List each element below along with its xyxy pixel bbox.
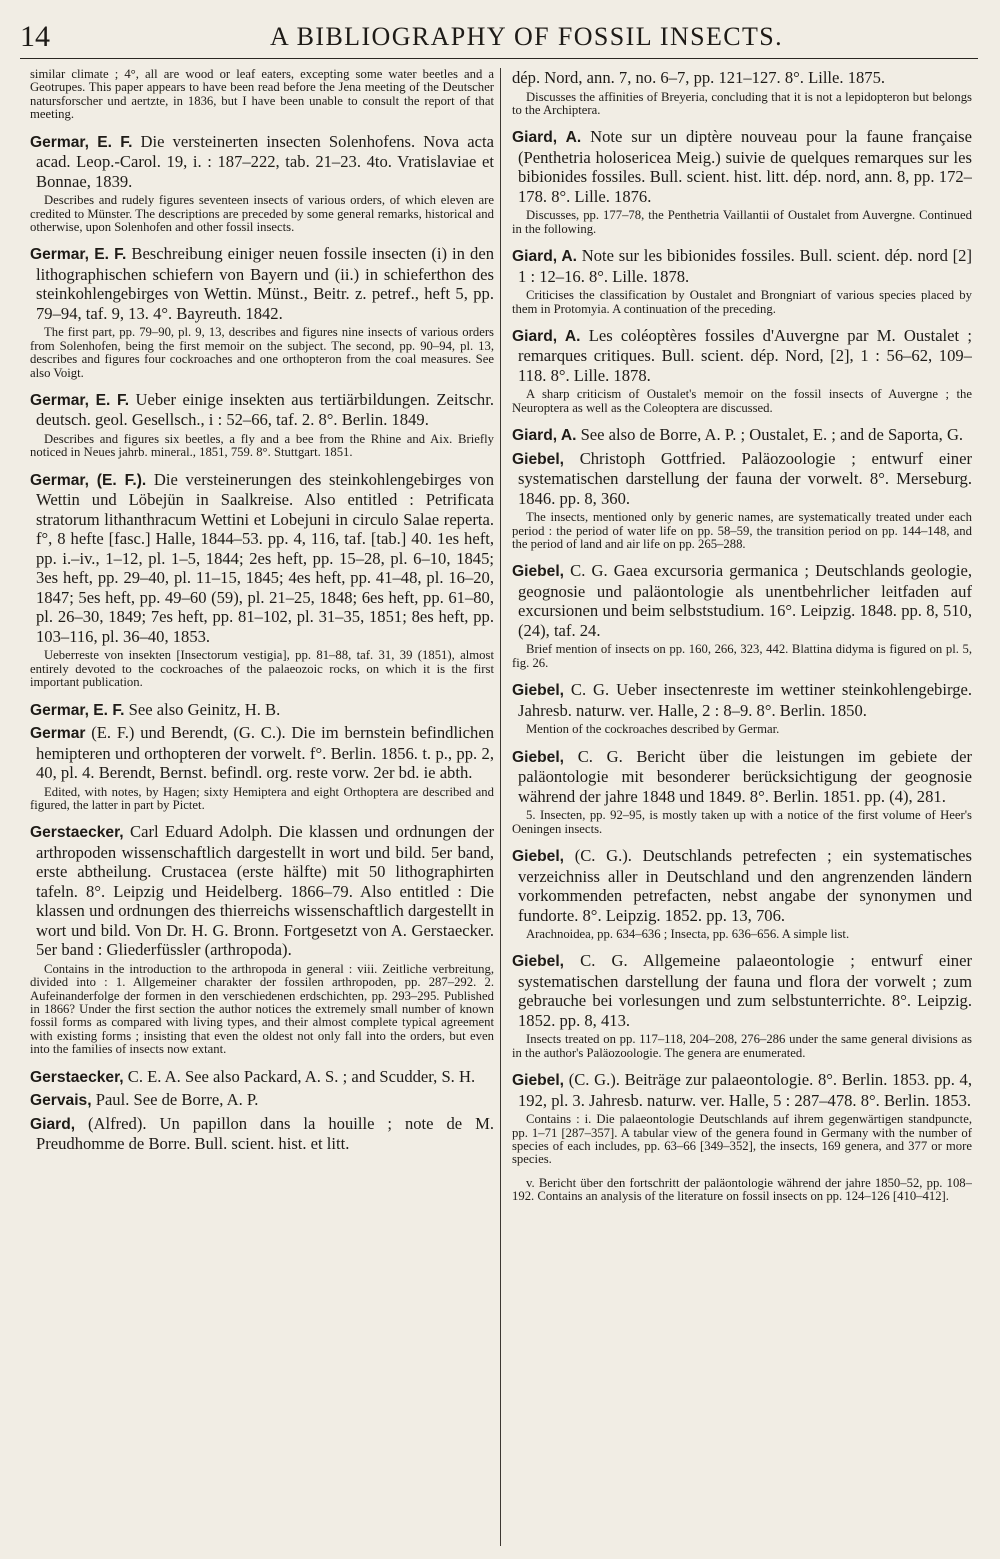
bibliography-entry [512, 127, 972, 206]
entry-annotation: Discusses, pp. 177–78, the Penthetria Vaillantii of Oustalet from Auvergne. Continued in the following. [512, 208, 972, 236]
entry-annotation: The first part, pp. 79–90, pl. 9, 13, describes and figures nine insects of various orders from Solenhofen, being the first memoir on the subject. The second, pp. 90–94, pl. 13, describes and figures four cockroaches and one orthopteron from the coal measures. See also Voigt. [30, 325, 494, 380]
entry-citation: C. G. Ueber insectenreste im wettiner steinkohlengebirge. Jahresb. naturw. ver. Halle, 2 : 8–9. 8°. Berlin. 1850. [518, 680, 972, 720]
entry-citation: (E. F.) und Berendt, (G. C.). Die im bernstein befindlichen hemipteren und orthopteren der vorwelt. f°. Berlin. 1856. t. p., pp. 2, 40, pl. 4. Berendt, Bernst. befindl. org. reste vorw. 2er bd. ie abth. [36, 723, 494, 782]
entry-citation: Note sur un diptère nouveau pour la faune française (Penthetria holosericea Meig.) suivie de quelques remarques sur les bibionides fossiles. Bull. scient. hist. litt. dép. nord, ann. 8, pp. 172–178. 8°. Lille. 1876. [518, 127, 972, 206]
bibliography-entry [512, 68, 972, 88]
entry-citation: Ueber einige insekten aus tertiärbildungen. Zeitschr. deutsch. geol. Gesellsch., i : 52–66, taf. 2. 8°. Berlin. 1849. [36, 389, 494, 430]
entry-author: Germar, (E. F.). [30, 471, 147, 489]
entry-author: Giard, A. [512, 327, 581, 345]
entry-annotation: A sharp criticism of Oustalet's memoir on the fossil insects of Auvergne ; the Neuroptera as well as the Coleoptera are discussed. [512, 387, 972, 415]
entry-citation: Note sur les bibionides fossiles. Bull. scient. dép. nord [2] 1 : 12–16. 8°. Lille. 1878. [518, 246, 972, 286]
entry-annotation: Discusses the affinities of Breyeria, concluding that it is not a lepidopteron but belongs to the Archiptera. [512, 89, 972, 117]
running-title: A BIBLIOGRAPHY OF FOSSIL INSECTS. [270, 22, 784, 51]
bibliography-entry [512, 1070, 972, 1110]
entry-citation: C. G. Allgemeine palaeontologie ; entwurf einer systematischen darstellung der fauna und flora der vorwelt ; zum gebrauche bei vorlesungen und zum selbstunterrichte. 8°. Leipzig. 1852. pp. 8, 413. [518, 951, 972, 1030]
bibliography-entry [30, 1114, 494, 1154]
entry-annotation: Brief mention of insects on pp. 160, 266, 323, 442. Blattina didyma is figured on pl. 5, fig. 26. [512, 642, 972, 670]
entry-citation: (Alfred). Un papillon dans la houille ; note de M. Preudhomme de Borre. Bull. scient. hist. et litt. [36, 1113, 494, 1154]
bibliography-entry [30, 1067, 494, 1088]
entry-author: Giebel, [512, 563, 564, 581]
bibliography-entry [30, 700, 494, 721]
entry-annotation: Ueberreste von insekten [Insectorum vestigia], pp. 81–88, taf. 31, 39 (1851), almost entirely devoted to the cockroaches of the palaeozoic rocks, on which it is the first important publication. [30, 648, 494, 690]
entry-author: Giebel, [512, 682, 564, 700]
bibliography-entry [512, 326, 972, 386]
entry-annotation: Mention of the cockroaches described by Germar. [526, 722, 780, 737]
entry-annotation: Criticises the classification by Oustalet and Brongniart of various species placed by them in Protomyia. A continuation of the preceding. [512, 288, 972, 316]
entry-annotation: Contains in the introduction to the arthropoda in general : viii. Zeitliche verbreitung, divided into : 1. Allgemeiner charakter der fossilen arthropoden, pp. 287–292. 2. Aufeinanderfolge der formen in den verschiedenen erdschichten, pp. 293–295. Published in 1866? Under the first section the author notices the extremely small number of known fossil forms as compared with living types, and their almost complete typical agreement with existing forms ; insisting that even the oldest not only fall into the orders, but even into the families of insects now extant. [30, 961, 494, 1057]
entry-citation: Christoph Gottfried. Paläozoologie ; entwurf einer systematischen darstellung der fauna der vorwelt. 8°. Merseburg. 1846. pp. 8, 360. [518, 448, 972, 508]
entry-author: Giebel, [512, 953, 564, 971]
entry-annotation: The insects, mentioned only by generic names, are systematically treated under each period : the period of water life on pp. 58–59, the transition period on pp. 144–148, and the period of land and air life on pp. 265–288. [512, 510, 972, 552]
bibliography-entry [30, 244, 494, 323]
bibliography-entry [512, 747, 972, 807]
entry-citation: (C. G.). Deutschlands petrefecten ; ein systematisches verzeichniss aller in Deutschland und den angrenzenden ländern vorkommenden petrefacten, nebst angabe der synonymen und fundorte. 8°. Leipzig. 1852. pp. 13, 706. [518, 846, 972, 925]
bibliography-entry [30, 723, 494, 783]
bibliography-entry [512, 561, 972, 640]
entry-author: Germar, E. F. [30, 701, 125, 719]
entry-author: Gerstaecker, [30, 824, 124, 842]
entry-annotation: v. Bericht über den fortschritt der paläontologie während der jahre 1850–52, pp. 108–192. Contains an analysis of the literature on fossil insects on pp. 124–126 [410–412]. [512, 1175, 972, 1204]
entry-citation: Beschreibung einiger neuen fossile insecten (i) in den lithographischen schiefern von Bayern und (ii.) in schieferthon des steinkohlengebirges von Wettin. Münst., Beitr. z. petref., heft 5, pp. 79–94, taf. 9, 13. 4°. Bayreuth. 1842. [36, 244, 494, 323]
entry-annotation: similar climate ; 4°, all are wood or leaf eaters, excepting some water beetles and a Geotrupes. This paper appears to have been read before the Jena meeting of the Deutscher natursforscher und aertzte, in 1836, but I have been unable to consult the report of that meeting. [30, 68, 494, 122]
right-column [512, 68, 972, 1546]
entry-author: Giard, A. [512, 129, 582, 147]
entry-author: Germar [30, 725, 86, 742]
entry-author: Germar, E. F. [30, 133, 133, 151]
entry-citation: Die versteinerten insecten Solenhofens. Nova acta acad. Leop.-Carol. 19, i. : 187–222, tab. 21–23. 4to. Vratislaviae et Bonnae, 1839. [36, 131, 494, 191]
bibliography-entry [512, 680, 972, 720]
entry-annotation: Contains : i. Die palaeontologie Deutschlands auf ihrem gegenwärtigen standpuncte, pp. 1–71 [287–357]. A tabular view of the genera found in Germany with the number of species of each includes, pp. 63–66 [349–352], the insects, 169 genera, and 377 or more species. [512, 1112, 972, 1167]
entry-citation: C. G. Gaea excursoria germanica ; Deutschlands geologie, geognosie und paläontologie als unentbehrlicher leitfaden auf excursionen und beim selbststudium. 16°. Leipzig. 1848. pp. 8, 510, (24), taf. 24. [518, 561, 972, 640]
entry-author: Giard, [30, 1115, 76, 1133]
entry-annotation: Describes and rudely figures seventeen insects of various orders, of which eleven are credited to Münster. The descriptions are preceded by some general remarks, historical and otherwise, upon Solenhofen and other fossil insects. [30, 193, 494, 234]
bibliography-entry [512, 246, 972, 286]
entry-citation: C. E. A. See also Packard, A. S. ; and Scudder, S. H. [123, 1066, 476, 1086]
bibliography-entry [30, 470, 494, 647]
entry-citation: C. G. Bericht über die leistungen im gebiete der paläontologie mit besonderer berücksichtigung der geognosie während der jahre 1848 und 1849. 8°. Berlin. 1851. pp. (4), 281. [518, 746, 972, 806]
entry-annotation: Insects treated on pp. 117–118, 204–208, 276–286 under the same general divisions as in the author's Paläozoologie. The genera are enumerated. [512, 1032, 972, 1060]
entry-citation: See also Geinitz, H. B. [124, 699, 281, 719]
entry-author: Gerstaecker, [30, 1068, 124, 1086]
entry-author: Giebel, [512, 748, 564, 766]
entry-author: Germar, E. F. [30, 246, 127, 264]
entry-citation: dép. Nord, ann. 7, no. 6–7, pp. 121–127. 8°. Lille. 1875. [512, 68, 886, 87]
entry-citation: Carl Eduard Adolph. Die klassen und ordnungen der arthropoden wissenschaftlich dargestellt in wort und bild. 5er band, erste abtheilung. Crustacea (erste hälfte) mit 50 lithographirten tafeln. 8°. Leipzig und Heidelberg. 1866–79. Also entitled : Die klassen und ordnungen des thierreichs wissenschaftlich dargestellt in wort und bild. Von Dr. H. G. Bronn. Fortgesetzt von A. Gerstaecker. 5er band : Gliederfüssler (arthropoda). [36, 822, 494, 960]
entry-author: Giard, A. [512, 427, 577, 445]
bibliography-entry [30, 132, 494, 192]
entry-citation: Les coléoptères fossiles d'Auvergne par M. Oustalet ; remarques critiques. Bull. scient. dép. Nord, [2], 1 : 56–62, 109–118. 8°. Lille. 1878. [518, 325, 972, 385]
page-number: 14 [20, 20, 50, 53]
entry-citation: Paul. See de Borre, A. P. [91, 1090, 259, 1110]
entry-author: Giebel, [512, 1072, 564, 1090]
entry-annotation: Describes and figures six beetles, a fly and a bee from the Rhine and Aix. Briefly noticed in Neues jahrb. mineral., 1851, 759. 8°. Stuttgart. 1851. [30, 431, 494, 460]
entry-annotation: Edited, with notes, by Hagen; sixty Hemiptera and eight Orthoptera are described and figured, the latter in part by Pictet. [30, 784, 494, 812]
entry-annotation: 5. Insecten, pp. 92–95, is mostly taken up with a notice of the first volume of Heer's Oeningen insects. [512, 808, 972, 836]
entry-author: Germar, E. F. [30, 391, 130, 409]
page-header [20, 18, 978, 59]
bibliography-entry [512, 846, 972, 925]
entry-citation: (C. G.). Beiträge zur palaeontologie. 8°. Berlin. 1853. pp. 4, 192, pl. 3. Jahresb. naturw. ver. Halle, 5 : 287–478. 8°. Berlin. 1853. [518, 1070, 972, 1110]
entry-author: Giebel, [512, 848, 564, 865]
bibliography-entry [512, 951, 972, 1030]
left-column [30, 68, 494, 1546]
entry-author: Gervais, [30, 1092, 92, 1110]
column-divider [500, 68, 501, 1546]
entry-author: Giebel, [512, 450, 564, 468]
bibliography-entry [30, 822, 494, 960]
entry-author: Giard, A. [512, 248, 578, 266]
entry-annotation: Arachnoidea, pp. 634–636 ; Insecta, pp. 636–656. A simple list. [526, 927, 850, 941]
bibliography-entry [30, 1090, 494, 1111]
bibliography-entry [30, 390, 494, 430]
bibliography-entry [512, 425, 972, 446]
entry-citation: Die versteinerungen des steinkohlengebirges von Wettin und Löbejün in Saalkreise. Also entitled : Petrificata stratorum lithanthracum Wettini et Lobejuni in circulo Salae reperta. f°, 8 hefte [fasc.] Halle, 1844–53. pp. 4, 116, taf. [tab.] 40. 1es heft, pp. i.–iv., 1–12, pl. 1–5, 1844; 2es heft, pp. 15–28, pl. 6–10, 1845; 3es heft, pp. 29–40, pl. 11–15, 1845; 4es heft, pp. 41–48, pl. 16–20, 1847; 5es heft, pp. 49–60 (59), pl. 21–25, 1848; 6es heft, pp. 61–80, pl. 26–30, 1849; 7es heft, pp. 81–102, pl. 31–35, 1851; 8es heft, pp. 103–116, pl. 36–40, 1853. [36, 469, 494, 646]
bibliography-entry [512, 449, 972, 509]
entry-citation: See also de Borre, A. P. ; Oustalet, E. ; and de Saporta, G. [576, 425, 964, 445]
